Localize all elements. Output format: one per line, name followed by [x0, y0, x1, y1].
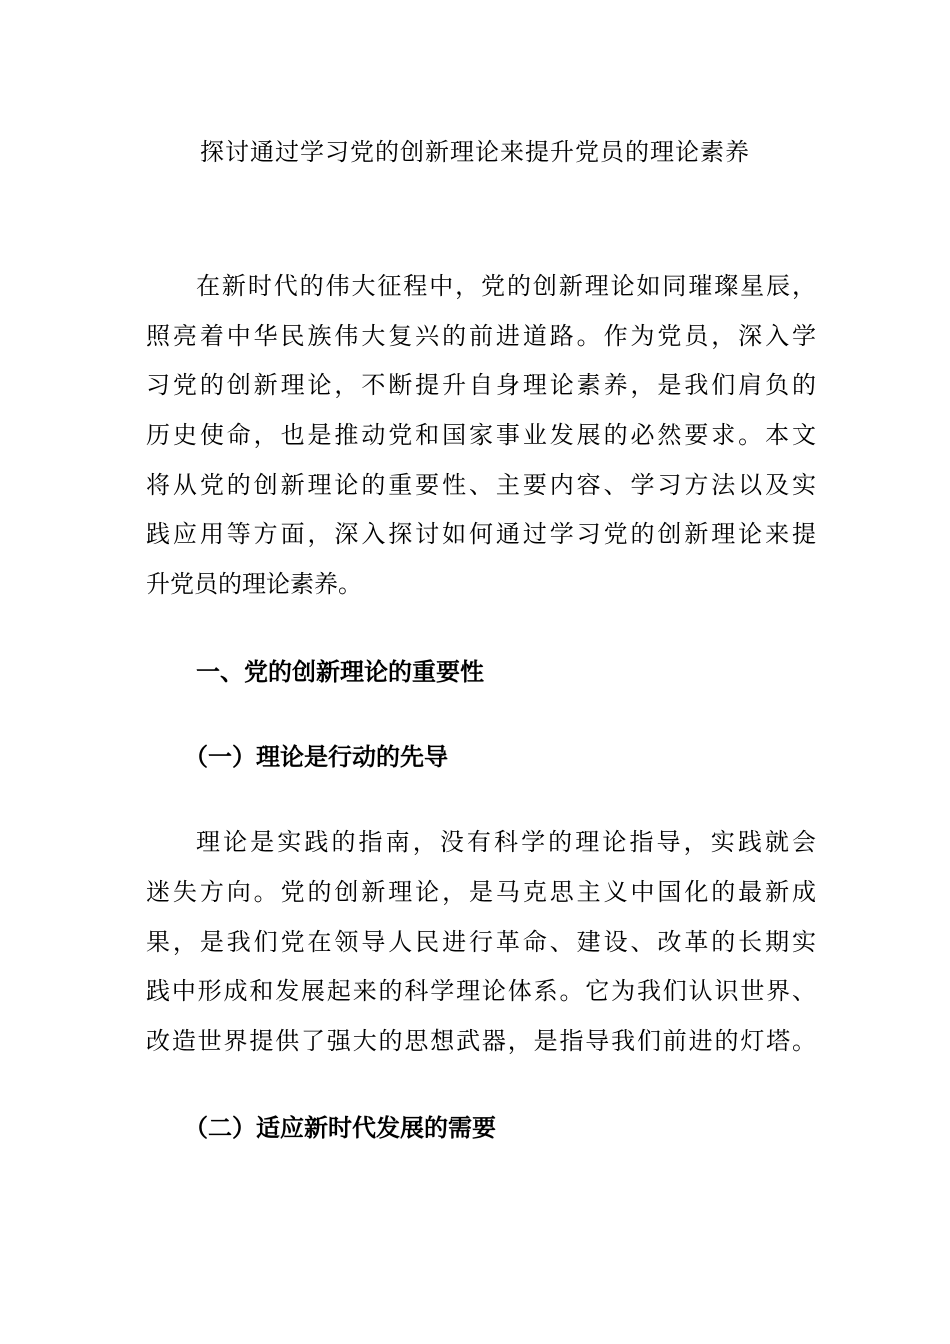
section-heading-1: 一、党的创新理论的重要性: [196, 657, 484, 686]
subsection-heading-1: （一）理论是行动的先导: [184, 742, 448, 771]
sub1-line-2: 迷失方向。党的创新理论，是马克思主义中国化的最新成: [146, 878, 816, 906]
sub1-line-3: 果，是我们党在领导人民进行革命、建设、改革的长期实: [146, 928, 816, 956]
sub1-line-5: 改造世界提供了强大的思想武器，是指导我们前进的灯塔。: [146, 1027, 816, 1055]
sub1-line-1: 理论是实践的指南，没有科学的理论指导，实践就会: [196, 828, 816, 856]
document-title: 探讨通过学习党的创新理论来提升党员的理论素养: [200, 138, 750, 166]
subsection-heading-2: （二）适应新时代发展的需要: [184, 1113, 496, 1142]
intro-line-6: 践应用等方面，深入探讨如何通过学习党的创新理论来提: [146, 520, 816, 548]
intro-line-4: 历史使命，也是推动党和国家事业发展的必然要求。本文: [146, 421, 816, 449]
sub1-line-4: 践中形成和发展起来的科学理论体系。它为我们认识世界、: [146, 977, 816, 1005]
intro-line-2: 照亮着中华民族伟大复兴的前进道路。作为党员，深入学: [146, 322, 816, 350]
intro-line-1: 在新时代的伟大征程中，党的创新理论如同璀璨星辰，: [196, 272, 816, 300]
intro-line-5: 将从党的创新理论的重要性、主要内容、学习方法以及实: [146, 471, 816, 499]
intro-line-7: 升党员的理论素养。: [146, 570, 362, 598]
intro-line-3: 习党的创新理论，不断提升自身理论素养，是我们肩负的: [146, 371, 816, 399]
